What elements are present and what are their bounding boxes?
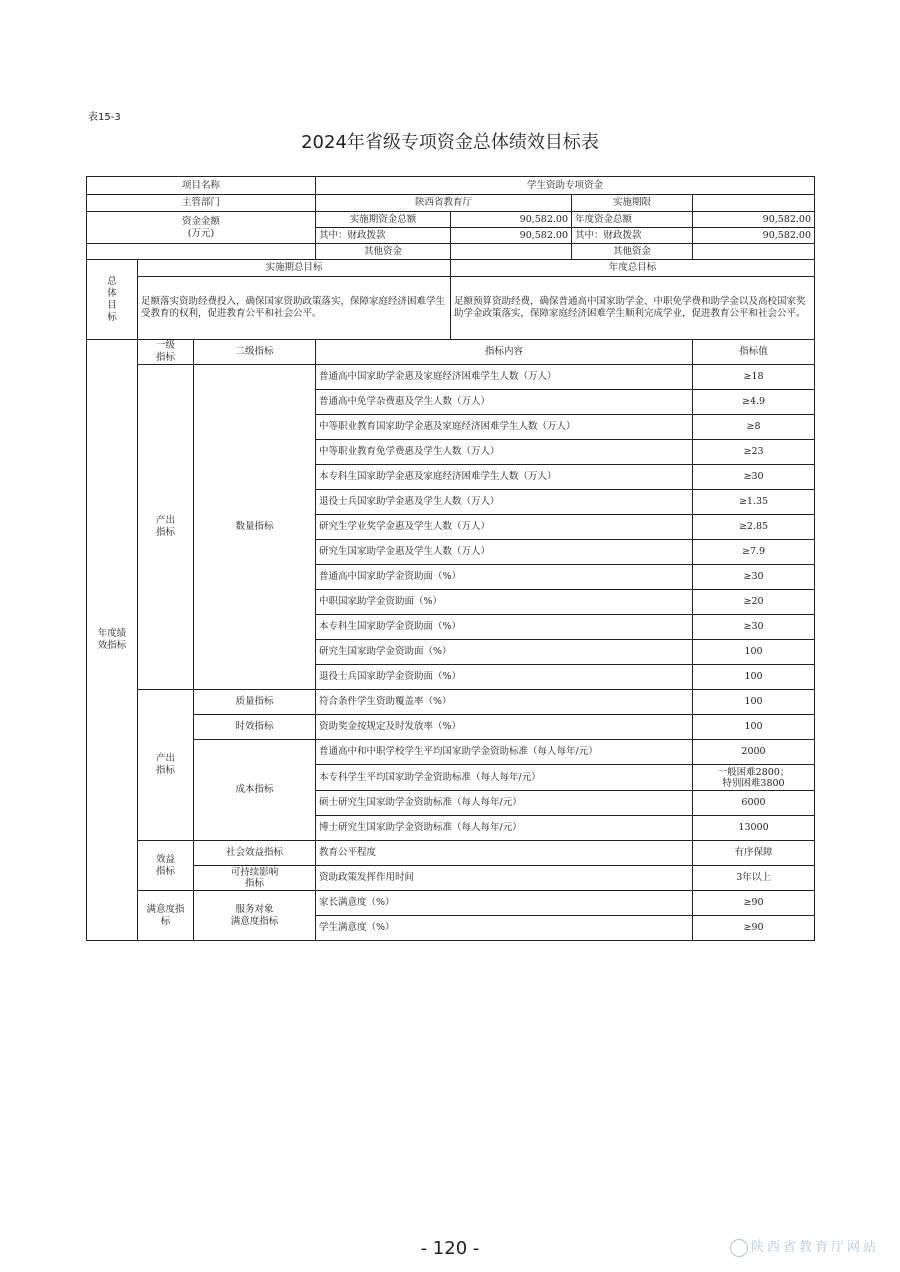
annual-goal-label: 年度总目标 bbox=[451, 260, 815, 277]
period-goal-text: 足额落实资助经费投入，确保国家资助政策落实，保障家庭经济困难学生受教育的权利，促进教育公平和社会公平。 bbox=[138, 277, 451, 340]
table-row-value: ≥30 bbox=[693, 465, 815, 490]
dept: 陕西省教育厅 bbox=[316, 195, 572, 212]
table-row-content: 研究生国家助学金资助面（%） bbox=[316, 640, 693, 665]
annual-indicators-label: 年度绩 效指标 bbox=[87, 340, 138, 941]
emblem-icon bbox=[730, 1239, 748, 1257]
table-row-value: ≥30 bbox=[693, 565, 815, 590]
performance-goal-table bbox=[86, 176, 815, 941]
project-name: 学生资助专项资金 bbox=[316, 177, 815, 195]
table-row-value: ≥18 bbox=[693, 365, 815, 390]
table-row-content: 退役士兵国家助学金资助面（%） bbox=[316, 665, 693, 690]
other-label: 其他资金 bbox=[316, 244, 451, 260]
table-row-content: 本专科学生平均国家助学金资助标准（每人每年/元） bbox=[316, 765, 693, 791]
table-row-value: ≥4.9 bbox=[693, 390, 815, 415]
satisfaction-indicator-label: 满意度指 标 bbox=[138, 891, 194, 941]
project-name-label: 项目名称 bbox=[87, 177, 316, 195]
col-level1: 一级 指标 bbox=[138, 340, 194, 365]
table-row-value: 13000 bbox=[693, 816, 815, 841]
cost-indicator-label: 成本指标 bbox=[194, 740, 316, 841]
table-row-content: 研究生国家助学金惠及学生人数（万人） bbox=[316, 540, 693, 565]
period-value bbox=[693, 195, 815, 212]
service-satisfaction-label: 服务对象 满意度指标 bbox=[194, 891, 316, 941]
table-row-value: ≥90 bbox=[693, 916, 815, 941]
document-title: 2024年省级专项资金总体绩效目标表 bbox=[301, 132, 599, 153]
total-value: 90,582.00 bbox=[451, 212, 572, 228]
table-row-value: 100 bbox=[693, 665, 815, 690]
output-indicator-label-2: 产出 指标 bbox=[138, 690, 194, 841]
table-row-value: ≥23 bbox=[693, 440, 815, 465]
output-indicator-label: 产出 指标 bbox=[138, 365, 194, 690]
table-row-value: 2000 bbox=[693, 740, 815, 765]
annual-fiscal-label: 其中：财政拨款 bbox=[572, 228, 693, 244]
annual-goal-text: 足额预算资助经费，确保普通高中国家助学金、中职免学费和助学金以及高校国家奖助学金政策落实，保障家庭经济困难学生顺利完成学业，促进教育公平和社会公平。 bbox=[451, 277, 815, 340]
table-row-value: 一般困难2800； 特别困难3800 bbox=[693, 765, 815, 791]
annual-value: 90,582.00 bbox=[693, 212, 815, 228]
period-goal-label: 实施期总目标 bbox=[138, 260, 451, 277]
table-row-content: 本专科生国家助学金资助面（%） bbox=[316, 615, 693, 640]
table-tag: 表15-3 bbox=[88, 112, 121, 123]
table-row-content: 资助奖金按规定及时发放率（%） bbox=[316, 715, 693, 740]
table-row-value: ≥30 bbox=[693, 615, 815, 640]
table-row-content: 中等职业教育国家助学金惠及家庭经济困难学生人数（万人） bbox=[316, 415, 693, 440]
table-row-content: 普通高中国家助学金资助面（%） bbox=[316, 565, 693, 590]
table-row-value: 100 bbox=[693, 715, 815, 740]
table-row-content: 中等职业教育免学费惠及学生人数（万人） bbox=[316, 440, 693, 465]
period-label: 实施期限 bbox=[572, 195, 693, 212]
fiscal-label: 其中：财政拨款 bbox=[316, 228, 451, 244]
table-row-value: 3年以上 bbox=[693, 866, 815, 891]
other-annual-value bbox=[693, 244, 815, 260]
table-row-content: 家长满意度（%） bbox=[316, 891, 693, 916]
table-row-content: 博士研究生国家助学金资助标准（每人每年/元） bbox=[316, 816, 693, 841]
table-row-content: 普通高中国家助学金惠及家庭经济困难学生人数（万人） bbox=[316, 365, 693, 390]
fiscal-annual-value: 90,582.00 bbox=[693, 228, 815, 244]
table-row-value: 100 bbox=[693, 690, 815, 715]
timeliness-indicator-label: 时效指标 bbox=[194, 715, 316, 740]
table-row-content: 教育公平程度 bbox=[316, 841, 693, 866]
annual-label: 年度资金总额 bbox=[572, 212, 693, 228]
table-row-value: ≥7.9 bbox=[693, 540, 815, 565]
table-row-value: 6000 bbox=[693, 791, 815, 816]
table-row-value: ≥8 bbox=[693, 415, 815, 440]
annual-other-label: 其他资金 bbox=[572, 244, 693, 260]
fiscal-total-value: 90,582.00 bbox=[451, 228, 572, 244]
table-row-content: 普通高中和中职学校学生平均国家助学金资助标准（每人每年/元） bbox=[316, 740, 693, 765]
table-row-value: ≥20 bbox=[693, 590, 815, 615]
quality-indicator-label: 质量指标 bbox=[194, 690, 316, 715]
other-total-value bbox=[451, 244, 572, 260]
table-row-content: 研究生学业奖学金惠及学生人数（万人） bbox=[316, 515, 693, 540]
col-content: 指标内容 bbox=[316, 340, 693, 365]
overall-goal-label: 总 体 目 标 bbox=[87, 260, 138, 340]
table-row-content: 普通高中免学杂费惠及学生人数（万人） bbox=[316, 390, 693, 415]
col-level2: 二级指标 bbox=[194, 340, 316, 365]
funds-label: 资金金额 (万元) bbox=[87, 212, 316, 244]
table-row-value: 100 bbox=[693, 640, 815, 665]
page-number: - 120 - bbox=[420, 1238, 480, 1259]
funds-label-blank bbox=[87, 244, 316, 260]
table-row-content: 中职国家助学金资助面（%） bbox=[316, 590, 693, 615]
watermark-text: 陕西省教育厅网站 bbox=[751, 1240, 880, 1255]
table-row-content: 退役士兵国家助学金惠及学生人数（万人） bbox=[316, 490, 693, 515]
quantity-indicator-label: 数量指标 bbox=[194, 365, 316, 690]
table-row-value: 有序保障 bbox=[693, 841, 815, 866]
table-row-value: ≥1.35 bbox=[693, 490, 815, 515]
dept-label: 主管部门 bbox=[87, 195, 316, 212]
watermark bbox=[730, 1236, 879, 1257]
total-label: 实施期资金总额 bbox=[316, 212, 451, 228]
benefit-indicator-label: 效益 指标 bbox=[138, 841, 194, 891]
table-row-content: 符合条件学生资助覆盖率（%） bbox=[316, 690, 693, 715]
table-row-value: ≥90 bbox=[693, 891, 815, 916]
social-benefit-label: 社会效益指标 bbox=[194, 841, 316, 866]
table-row-content: 本专科生国家助学金惠及家庭经济困难学生人数（万人） bbox=[316, 465, 693, 490]
sustainability-label: 可持续影响 指标 bbox=[194, 866, 316, 891]
table-row-content: 硕士研究生国家助学金资助标准（每人每年/元） bbox=[316, 791, 693, 816]
table-row-value: ≥2.85 bbox=[693, 515, 815, 540]
table-row-content: 学生满意度（%） bbox=[316, 916, 693, 941]
col-value: 指标值 bbox=[693, 340, 815, 365]
table-row-content: 资助政策发挥作用时间 bbox=[316, 866, 693, 891]
